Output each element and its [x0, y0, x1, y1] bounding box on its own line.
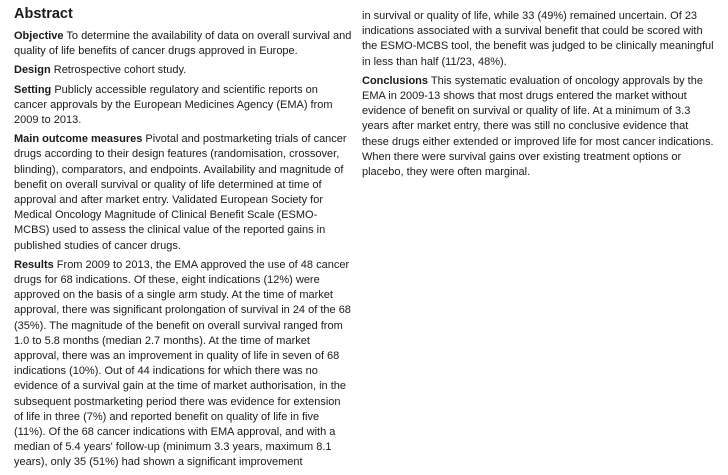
main-outcome-measures-text: Pivotal and postmarketing trials of cancer drugs according to their design features (randomisation, crossover, blinding), comparators, and endpoints. Availability and magnitude of benefit on overall survival or quality of life determined at time of approval and after market entry. Validated European Society for Medical Oncology Magnitude of Clinical Benefit Scale (ESMO-MCBS) used to assess the clinical value of the reported gains in published studies of cancer drugs.: [14, 133, 347, 252]
results-continuation-text: in survival or quality of life, while 33 (49%) remained uncertain. Of 23 indications associated with a survival benefit that could be scored with the ESMO-MCBS tool, the benefit was judged to be clinically meaningful in less than half (11/23, 48%).: [362, 10, 714, 68]
design-text: Retrospective cohort study.: [50, 64, 187, 77]
main-outcome-measures-paragraph: [14, 132, 352, 254]
results-label: Results: [14, 258, 54, 271]
objective-paragraph: [14, 29, 352, 59]
results-continuation-paragraph: [362, 9, 714, 70]
design-label: Design: [14, 64, 51, 77]
main-outcome-measures-label: Main outcome measures: [14, 133, 143, 146]
objective-label: Objective: [14, 30, 64, 42]
left-column: [14, 6, 352, 475]
setting-label: Setting: [14, 83, 52, 96]
design-paragraph: [14, 63, 352, 78]
setting-text: Publicly accessible regulatory and scientific reports on cancer approvals by the European Medicines Agency (EMA) from 2009 to 2013.: [14, 83, 333, 127]
objective-text: To determine the availability of data on overall survival and quality of life benefits of cancer drugs approved in Europe.: [14, 30, 352, 58]
right-column: [362, 9, 714, 184]
conclusions-text: This systematic evaluation of oncology approvals by the EMA in 2009-13 shows that most drugs entered the market without evidence of benefit on survival or quality of life. At a minimum of 3.3 years after market entry, there was still no conclusive evidence that these drugs either extended or improved life for most cancer indications. When there were survival gains over existing treatment options or placebo, they were often marginal.: [362, 74, 714, 179]
conclusions-label: Conclusions: [362, 74, 429, 87]
conclusions-paragraph: [362, 74, 714, 180]
abstract-heading: Abstract: [14, 6, 73, 22]
results-text: From 2009 to 2013, the EMA approved the use of 48 cancer drugs for 68 indications. Of these, eight indications (12%) were approved on the basis of a single arm study. At the time of market approval, there was significant prolongation of survival in 24 of the 68 (35%). The magnitude of the benefit on overall survival ranged from 1.0 to 5.8 months (median 2.7 months). At the time of market approval, there was an improvement in quality of life in seven of 68 indications (10%). Out of 44 indications for which there was no evidence of a survival gain at the time of market authorisation, in the subsequent postmarketing period there was evidence for extension of life in three (7%) and reported benefit on quality of life in five (11%). Of the 68 cancer indications with EMA approval, and with a median of 5.4 years' follow-up (minimum 3.3 years, maximum 8.1 years), only 35 (51%) had shown a significant improvement: [14, 258, 351, 469]
setting-paragraph: [14, 83, 352, 129]
results-paragraph: [14, 258, 352, 471]
